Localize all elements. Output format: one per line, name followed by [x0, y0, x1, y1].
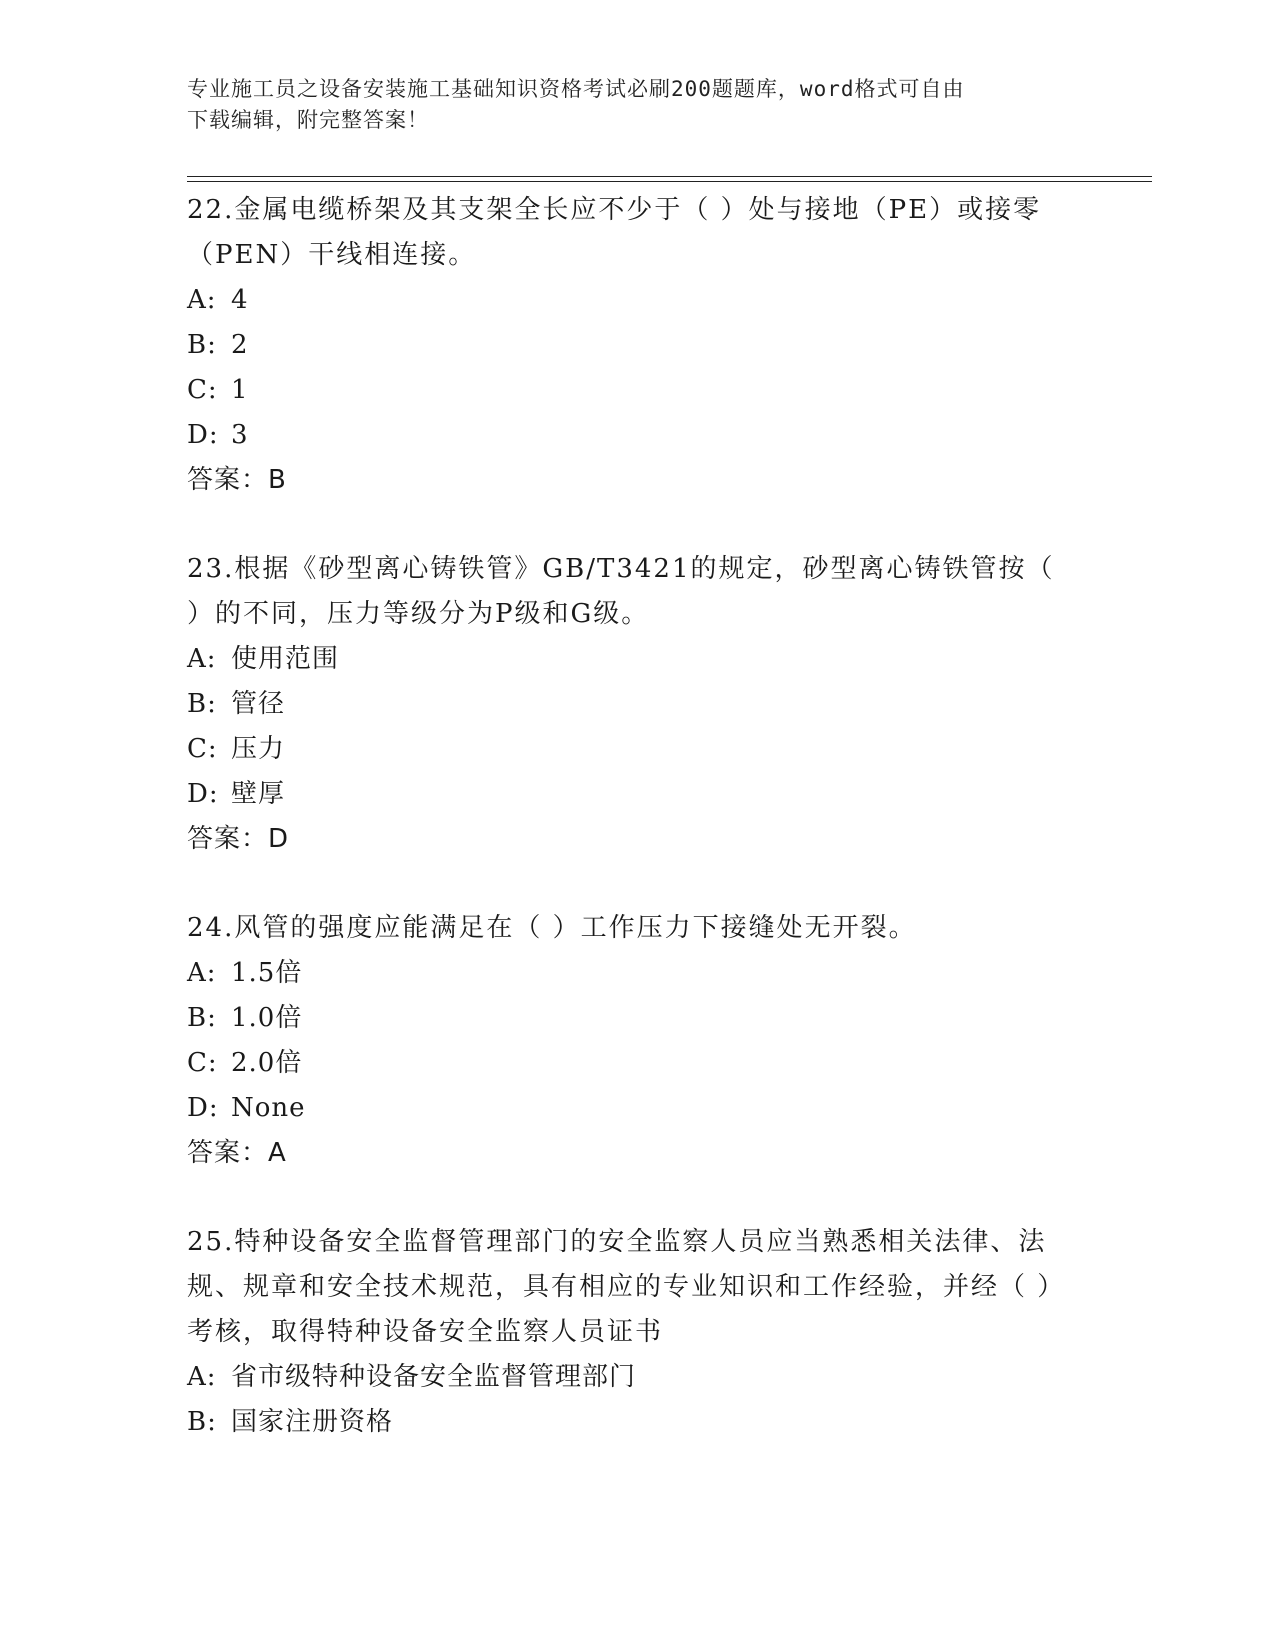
option-c	[187, 1041, 1077, 1086]
option-d	[187, 413, 1077, 458]
option-letter: A:	[187, 285, 217, 315]
option-value: 压力	[231, 734, 286, 764]
option-value: 管径	[231, 689, 286, 719]
question-text: 23.根据《砂型离心铸铁管》GB/T3421的规定，砂型离心铸铁管按（ ）的不同，压力等级分为P级和G级。	[187, 554, 1055, 629]
option-c	[187, 727, 1077, 772]
option-value: 国家注册资格	[231, 1407, 394, 1437]
option-value: 1.5倍	[231, 958, 303, 988]
question-25	[187, 1220, 1077, 1445]
option-letter: B:	[187, 1407, 217, 1437]
option-letter: A:	[187, 958, 217, 988]
option-letter: B:	[187, 689, 217, 719]
option-letter: B:	[187, 330, 217, 360]
question-22	[187, 188, 1077, 503]
option-value: 1.0倍	[231, 1003, 303, 1033]
option-a	[187, 951, 1077, 996]
option-b	[187, 682, 1077, 727]
option-a	[187, 1355, 1077, 1400]
option-b	[187, 1400, 1077, 1445]
option-letter: A:	[187, 644, 217, 674]
option-d	[187, 1086, 1077, 1131]
option-value: 4	[231, 285, 249, 315]
question-text: 22.金属电缆桥架及其支架全长应不少于（ ）处与接地（PE）或接零（PEN）干线相连接。	[187, 195, 1042, 270]
option-c	[187, 368, 1077, 413]
option-b	[187, 996, 1077, 1041]
question-text: 25.特种设备安全监督管理部门的安全监察人员应当熟悉相关法律、法规、规章和安全技术规范，具有相应的专业知识和工作经验，并经（ ）考核，取得特种设备安全监察人员证书	[187, 1227, 1066, 1347]
question-list	[187, 188, 1077, 1489]
option-letter: C:	[187, 734, 218, 764]
question-text: 24.风管的强度应能满足在（ ）工作压力下接缝处无开裂。	[187, 913, 917, 943]
document-header	[187, 74, 1067, 136]
question-24	[187, 906, 1077, 1176]
option-d	[187, 772, 1077, 817]
option-value: 2.0倍	[231, 1048, 303, 1078]
option-a	[187, 637, 1077, 682]
option-a	[187, 278, 1077, 323]
header-line-1: 专业施工员之设备安装施工基础知识资格考试必刷200题题库，word格式可自由	[187, 77, 965, 101]
option-value: 省市级特种设备安全监督管理部门	[231, 1362, 637, 1392]
answer: 答案：B	[187, 465, 287, 495]
answer: 答案：D	[187, 824, 290, 854]
option-letter: C:	[187, 375, 218, 405]
option-letter: B:	[187, 1003, 217, 1033]
question-23	[187, 547, 1077, 862]
answer: 答案：A	[187, 1138, 287, 1168]
option-value: 1	[231, 375, 249, 405]
option-value: 2	[231, 330, 249, 360]
option-value: 壁厚	[231, 779, 286, 809]
option-value: None	[231, 1093, 306, 1123]
option-value: 3	[231, 420, 249, 450]
option-b	[187, 323, 1077, 368]
option-value: 使用范围	[231, 644, 340, 674]
option-letter: C:	[187, 1048, 218, 1078]
option-letter: D:	[187, 420, 219, 450]
option-letter: A:	[187, 1362, 217, 1392]
header-divider	[187, 176, 1152, 182]
header-line-2: 下载编辑，附完整答案！	[187, 108, 429, 132]
option-letter: D:	[187, 1093, 219, 1123]
option-letter: D:	[187, 779, 219, 809]
